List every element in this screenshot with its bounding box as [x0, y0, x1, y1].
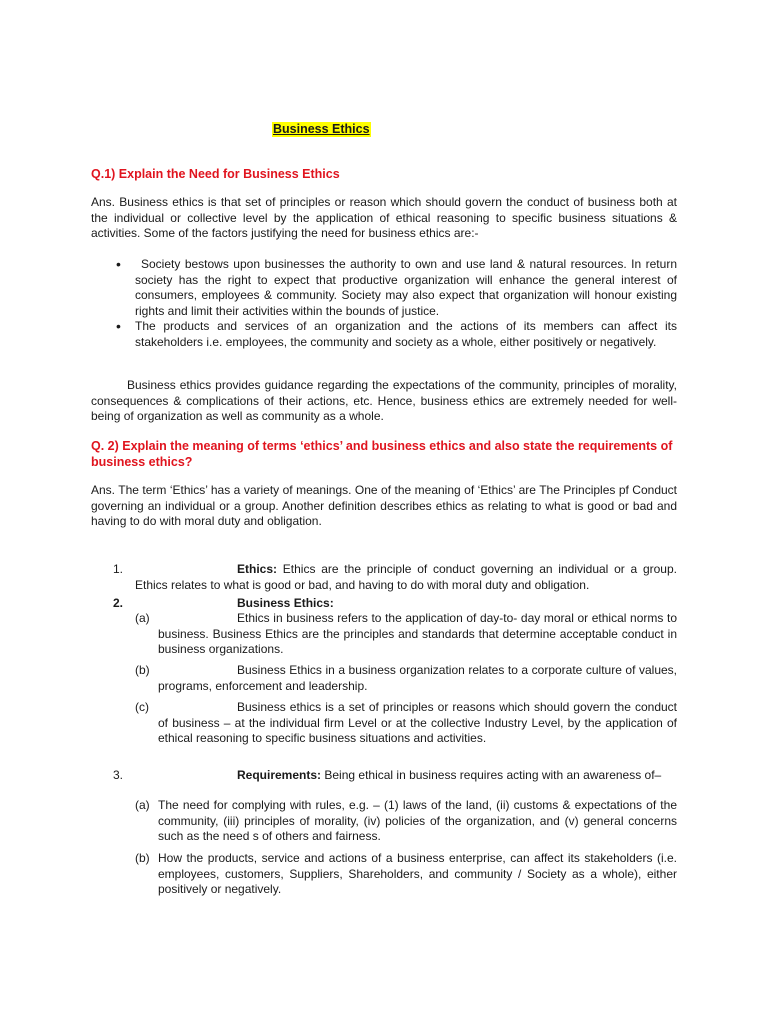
sub-item-c: Business ethics is a set of principles or reasons which should govern the conduct of business – at the individual firm Level or at the collective Industry Level, by the application of ethical reasoning to specific business situations and activities.	[158, 700, 677, 746]
bullet-item-1: Society bestows upon businesses the authority to own and use land & natural resources. In return society has the right to expect that productive organization will enhance the general interest of consumers, employees & community. Society may also expect that organization will honour existing rights and limit their activities within the bounds of justice.	[135, 257, 677, 318]
list-item-1	[135, 562, 677, 593]
sub-label-b: (b)	[135, 663, 150, 677]
question-1-answer: Ans. Business ethics is that set of principles or reason which should govern the conduct of business both at the individual or collective level by the application of ethical reasoning to specific business situations & activities. Some of the factors justifying the need for business ethics are:-	[91, 195, 677, 241]
sub-label-c: (c)	[135, 700, 149, 714]
question-1-heading: Q.1) Explain the Need for Business Ethics	[91, 167, 340, 181]
requirement-label-b: (b)	[135, 851, 150, 865]
sub-item-b: Business Ethics in a business organization relates to a corporate culture of values, programs, enforcement and leadership.	[158, 663, 677, 693]
bullet-icon: •	[116, 318, 121, 334]
bullet-icon: •	[116, 256, 121, 272]
requirement-item-b: How the products, service and actions of a business enterprise, can affect its stakeholders (i.e. employees, customers, Suppliers, Shareholders, and community / Society as a whole), either positively or negatively.	[158, 851, 677, 897]
page-title: Business Ethics	[273, 122, 370, 136]
list-number-1: 1.	[113, 562, 124, 576]
question-2-heading: Q. 2) Explain the meaning of terms ‘ethics’ and business ethics and also state the requirements of business ethics?	[91, 439, 673, 469]
list-item-3-text: Being ethical in business requires acting with an awareness of–	[321, 768, 662, 782]
list-item-3-label: Requirements:	[237, 768, 322, 782]
requirement-label-a: (a)	[135, 798, 150, 812]
guidance-paragraph: Business ethics provides guidance regarding the expectations of the community, principles of morality, consequences & complications of their actions, etc. Hence, business ethics are extremely needed for well-being of organization as well as community as a whole.	[91, 378, 677, 424]
requirement-item-a: The need for complying with rules, e.g. – (1) laws of the land, (ii) customs & expectations of the community, (iii) principles of morality, (iv) policies of the organization, and (v) general concerns such as the need s of others and fairness.	[158, 798, 677, 844]
sub-label-a: (a)	[135, 611, 150, 625]
list-item-1-label: Ethics:	[237, 562, 278, 576]
list-item-2-label: Business Ethics:	[237, 596, 334, 610]
bullet-item-2: The products and services of an organization and the actions of its members can affect its stakeholders i.e. employees, the community and society as a whole, either positively or negatively.	[135, 319, 677, 349]
list-number-3: 3.	[113, 768, 124, 782]
sub-item-a: Ethics in business refers to the application of day-to- day moral or ethical norms to business. Business Ethics are the principles and standards that determine acceptable conduct in business organizations.	[158, 611, 677, 657]
list-item-1-text: Ethics are the principle of conduct governing an individual or a group. Ethics relates to what is good or bad, and having to do with moral duty and obligation.	[135, 562, 677, 592]
question-2-answer: Ans. The term ‘Ethics’ has a variety of meanings. One of the meaning of ‘Ethics’ are The Principles pf Conduct governing an individual or a group. Another definition describes ethics as relating to what is good or bad and having to do with moral duty and obligation.	[91, 483, 677, 529]
list-number-2: 2.	[113, 596, 124, 610]
list-item-3	[135, 768, 677, 784]
